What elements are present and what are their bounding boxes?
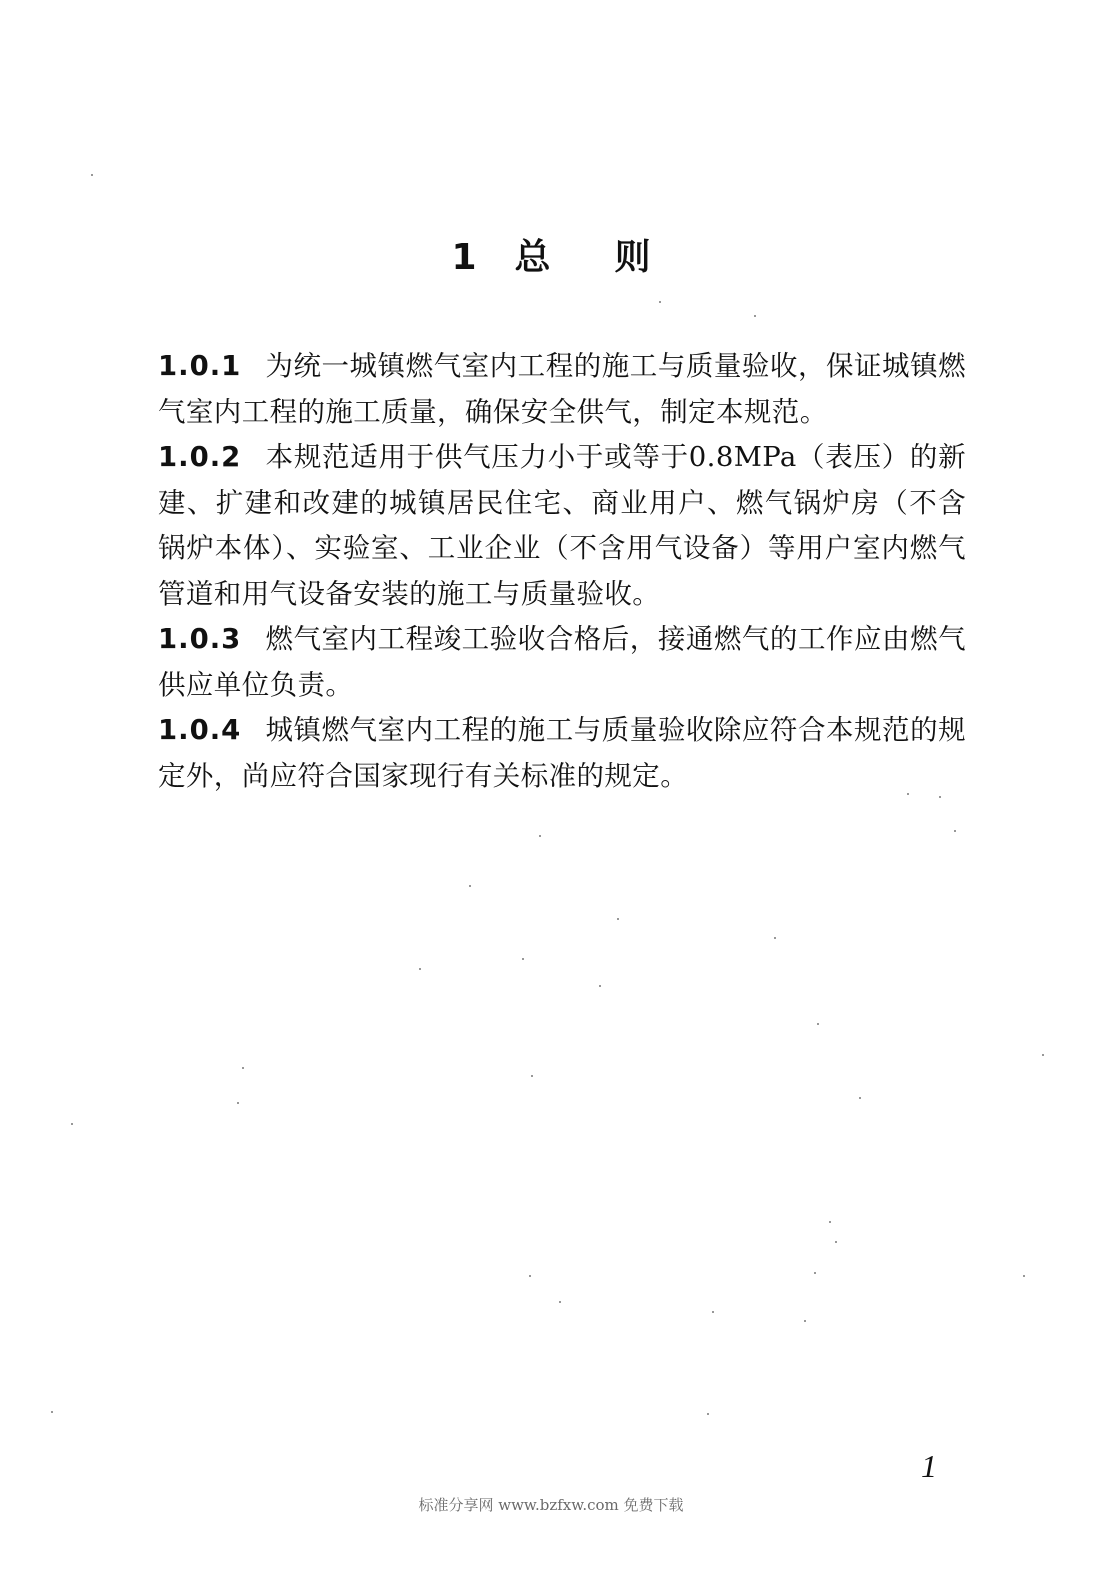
clause-number: 1.0.1	[158, 350, 242, 382]
clause-text: 本规范适用于供气压力小于或等于0.8MPa（表压）的新建、扩建和改建的城镇居民住宅、商业用户、燃气锅炉房（不含锅炉本体）、实验室、工业企业（不含用气设备）等用户室内燃气管道和用气设备安装的施工与质量验收。	[158, 441, 966, 610]
clause-text: 为统一城镇燃气室内工程的施工与质量验收，保证城镇燃气室内工程的施工质量，确保安全供气，制定本规范。	[158, 350, 966, 428]
clause-list	[158, 344, 966, 799]
clause-1-0-1	[158, 344, 966, 435]
clause-1-0-2	[158, 435, 966, 617]
clause-text: 城镇燃气室内工程的施工与质量验收除应符合本规范的规定外，尚应符合国家现行有关标准的规定。	[158, 714, 966, 792]
clause-1-0-3	[158, 617, 966, 708]
clause-number: 1.0.4	[158, 714, 242, 746]
clause-number: 1.0.2	[158, 441, 242, 473]
page-number: 1	[921, 1448, 937, 1484]
chapter-title-word-1: 总	[514, 237, 551, 278]
clause-number: 1.0.3	[158, 623, 242, 655]
chapter-number: 1	[451, 237, 477, 278]
watermark-footer: 标准分享网 www.bzfxw.com 免费下载	[418, 1496, 684, 1514]
chapter-title	[0, 232, 1102, 284]
clause-1-0-4	[158, 708, 966, 799]
chapter-title-word-2: 则	[614, 237, 651, 278]
clause-text: 燃气室内工程竣工验收合格后，接通燃气的工作应由燃气供应单位负责。	[158, 623, 966, 701]
